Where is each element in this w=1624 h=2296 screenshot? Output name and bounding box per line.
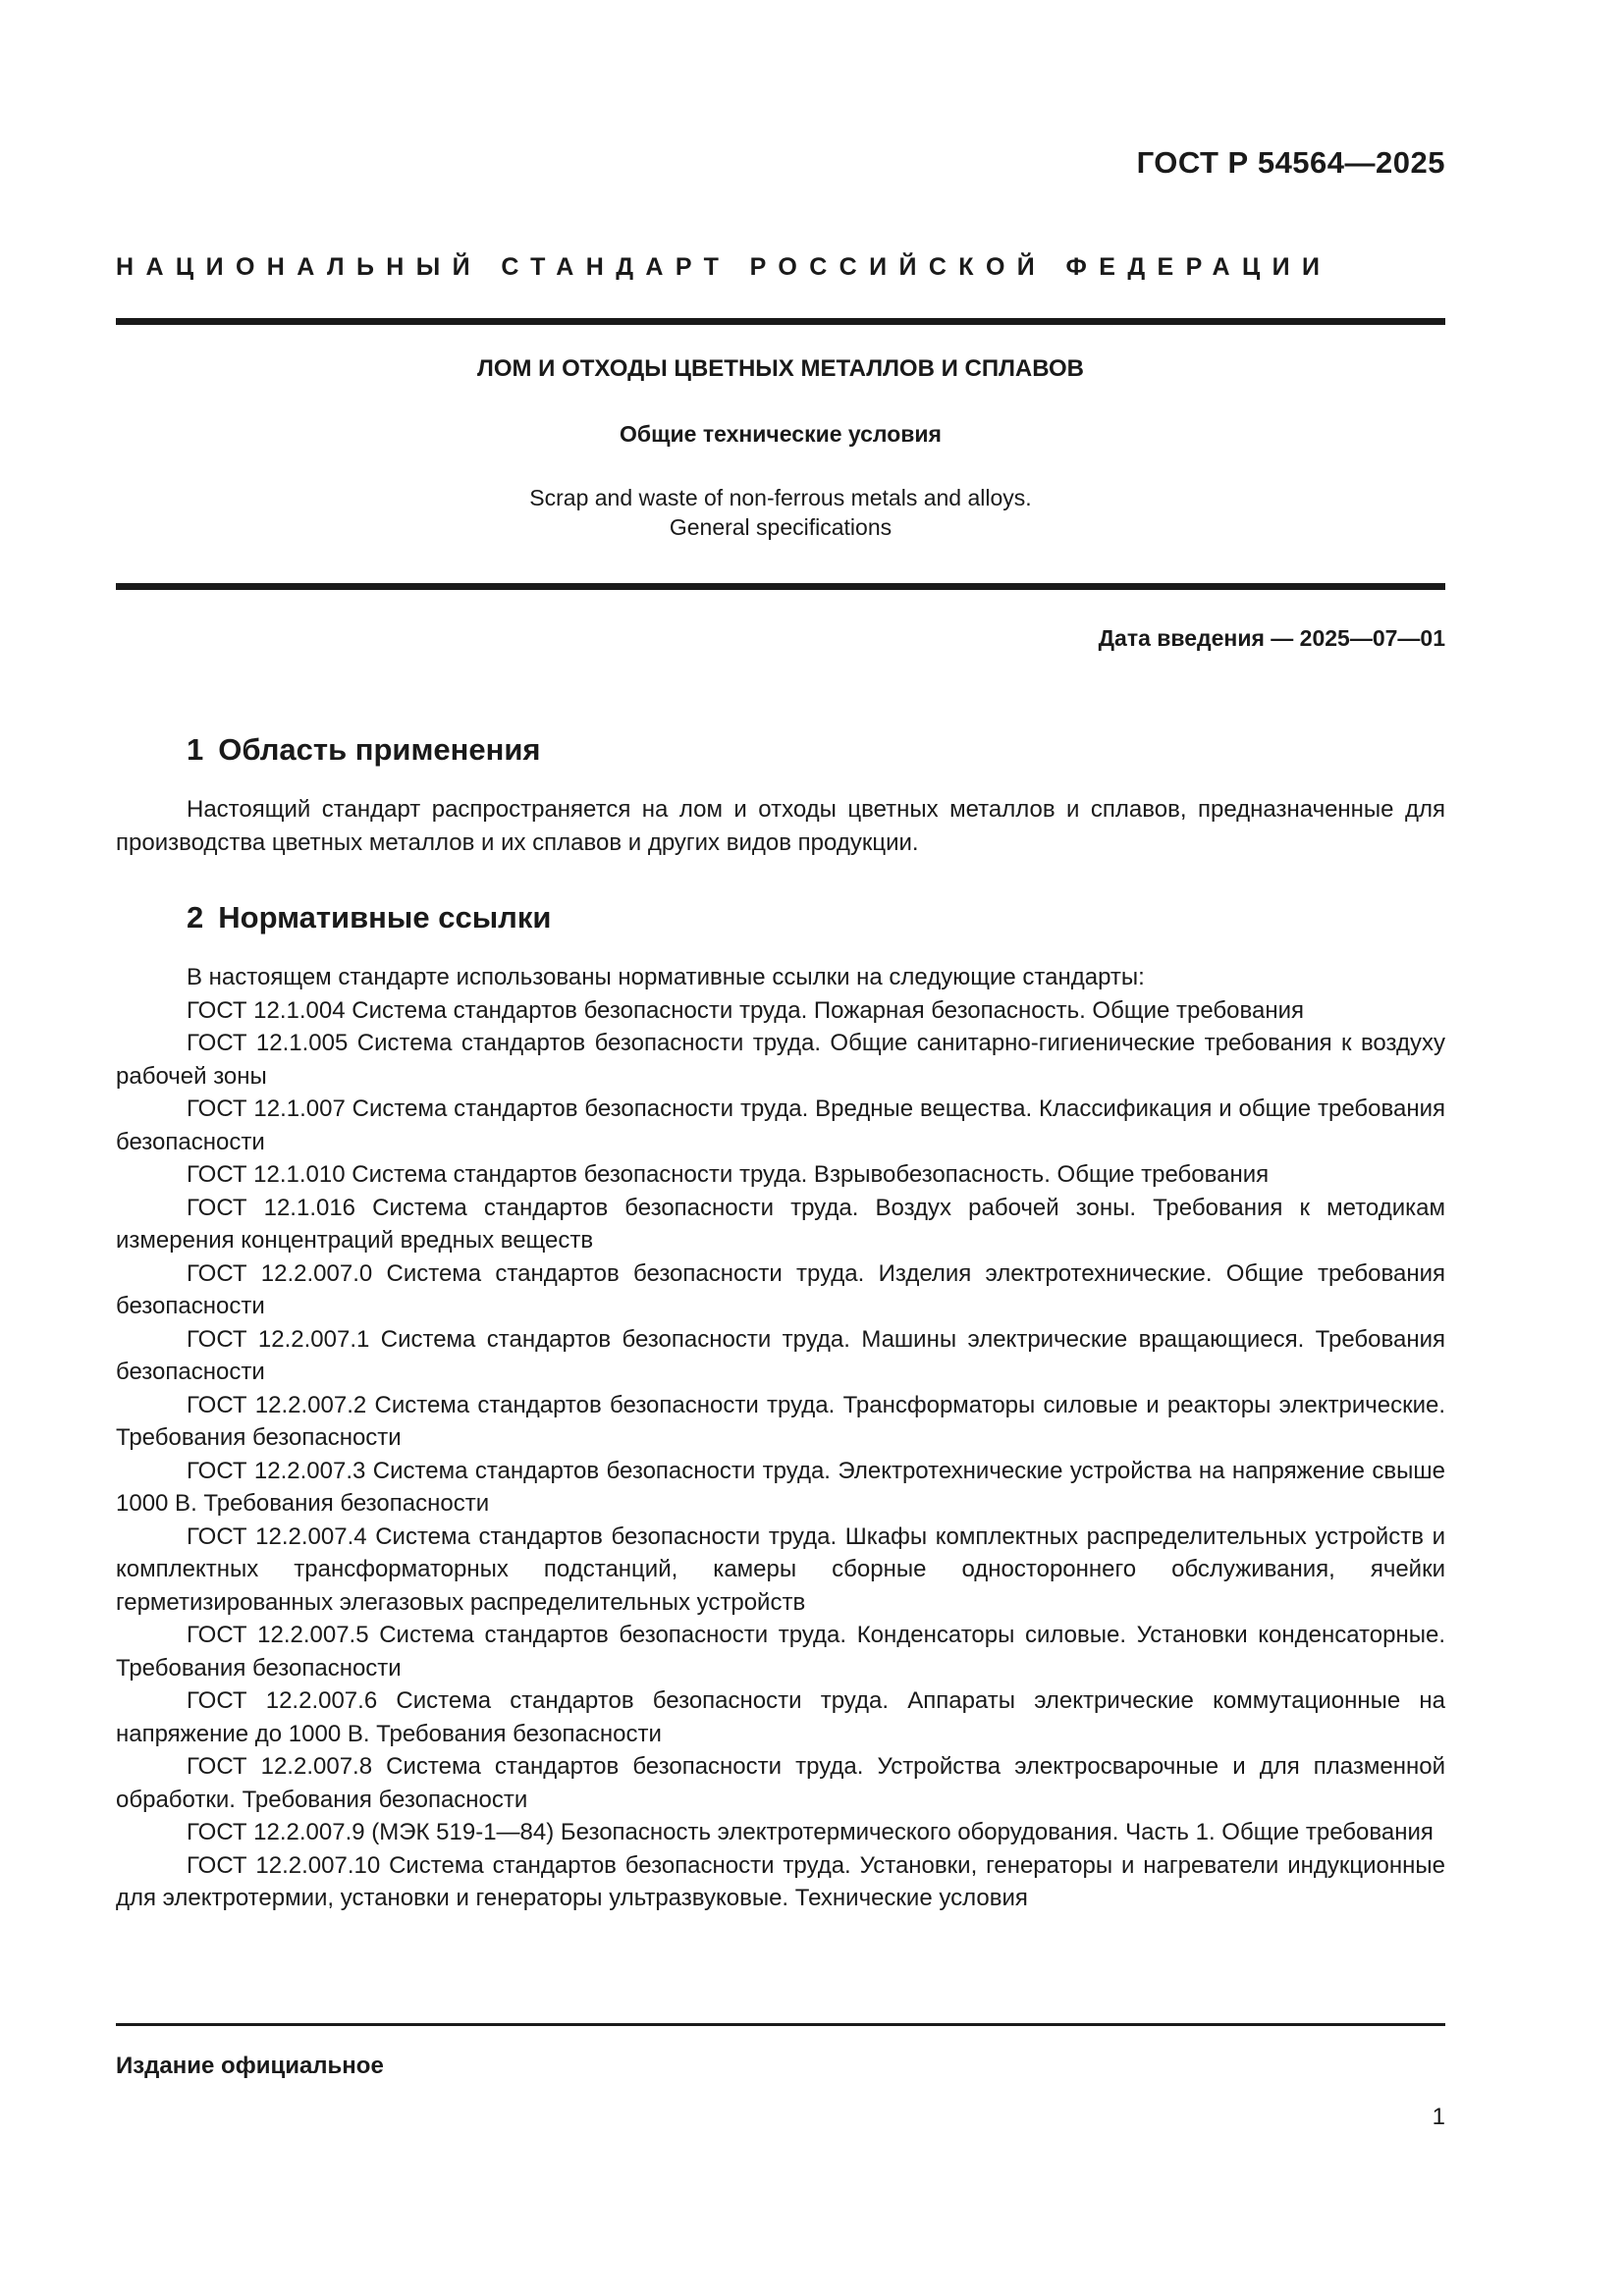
section-2-heading <box>187 900 551 935</box>
paragraph: Настоящий стандарт распространяется на лом и отходы цветных металлов и сплавов, предназначенные для производства цветных металлов и их сплавов и других видов продукции. <box>116 796 1445 856</box>
reference-item: ГОСТ 12.2.007.8 Система стандартов безопасности труда. Устройства электросварочные и для плазменной обработки. Требования безопасности <box>116 1753 1445 1813</box>
reference-item: ГОСТ 12.2.007.6 Система стандартов безопасности труда. Аппараты электрические коммутационные на напряжение до 1000 В. Требования безопасности <box>116 1687 1445 1747</box>
section-title: Нормативные ссылки <box>218 900 552 934</box>
reference-item: ГОСТ 12.2.007.10 Система стандартов безопасности труда. Установки, генераторы и нагреватели индукционные для электротермии, установки и генераторы ультразвуковые. Технические условия <box>116 1851 1445 1911</box>
section-number: 2 <box>187 900 204 934</box>
reference-item: ГОСТ 12.2.007.0 Система стандартов безопасности труда. Изделия электротехнические. Общие требования безопасности <box>116 1259 1445 1319</box>
reference-item: ГОСТ 12.2.007.3 Система стандартов безопасности труда. Электротехнические устройства на напряжение свыше 1000 В. Требования безопасности <box>116 1457 1445 1517</box>
introduction-date: Дата введения — 2025—07—01 <box>1098 625 1445 651</box>
document-subtitle: Общие технические условия <box>620 421 942 447</box>
section-1-body <box>116 793 1445 859</box>
section-title: Область применения <box>218 732 541 767</box>
document-title: ЛОМ И ОТХОДЫ ЦВЕТНЫХ МЕТАЛЛОВ И СПЛАВОВ <box>477 355 1084 382</box>
reference-item: ГОСТ 12.2.007.2 Система стандартов безопасности труда. Трансформаторы силовые и реакторы электрические. Требования безопасности <box>116 1391 1445 1451</box>
reference-item: ГОСТ 12.1.007 Система стандартов безопасности труда. Вредные вещества. Классификация и общие требования безопасности <box>116 1095 1445 1155</box>
footer-divider <box>116 2023 1445 2026</box>
english-title <box>116 483 1445 542</box>
national-standard-heading: НАЦИОНАЛЬНЫЙ СТАНДАРТ РОССИЙСКОЙ ФЕДЕРАЦИИ <box>116 253 1332 281</box>
reference-item: ГОСТ 12.2.007.4 Система стандартов безопасности труда. Шкафы комплектных распределительных устройств и комплектных трансформаторных подстанций, камеры сборные одностороннего обслуживания, ячейки герметизированных элегазовых распределительных устройств <box>116 1522 1445 1616</box>
top-divider <box>116 318 1445 325</box>
english-title-line-2: General specifications <box>669 514 893 540</box>
paragraph: В настоящем стандарте использованы нормативные ссылки на следующие стандарты: <box>187 964 1145 990</box>
reference-item: ГОСТ 12.1.016 Система стандартов безопасности труда. Воздух рабочей зоны. Требования к методикам измерения концентраций вредных веществ <box>116 1194 1445 1254</box>
page-number: 1 <box>1432 2104 1445 2130</box>
section-1-heading <box>187 732 541 768</box>
reference-item: ГОСТ 12.1.005 Система стандартов безопасности труда. Общие санитарно-гигиенические требования к воздуху рабочей зоны <box>116 1030 1445 1090</box>
gost-number: ГОСТ Р 54564—2025 <box>1136 145 1445 180</box>
section-number: 1 <box>187 732 204 767</box>
title-divider <box>116 583 1445 590</box>
official-edition-label: Издание официальное <box>116 2053 384 2079</box>
reference-item: ГОСТ 12.1.010 Система стандартов безопасности труда. Взрывобезопасность. Общие требования <box>187 1161 1270 1188</box>
reference-item: ГОСТ 12.1.004 Система стандартов безопасности труда. Пожарная безопасность. Общие требования <box>187 996 1305 1024</box>
section-2-body <box>116 961 1445 1915</box>
reference-item: ГОСТ 12.2.007.5 Система стандартов безопасности труда. Конденсаторы силовые. Установки конденсаторные. Требования безопасности <box>116 1622 1445 1682</box>
english-title-line-1: Scrap and waste of non-ferrous metals and alloys. <box>529 485 1032 510</box>
reference-item: ГОСТ 12.2.007.1 Система стандартов безопасности труда. Машины электрические вращающиеся. Требования безопасности <box>116 1325 1445 1385</box>
reference-item: ГОСТ 12.2.007.9 (МЭК 519-1—84) Безопасность электротермического оборудования. Часть 1. Общие требования <box>187 1819 1434 1845</box>
